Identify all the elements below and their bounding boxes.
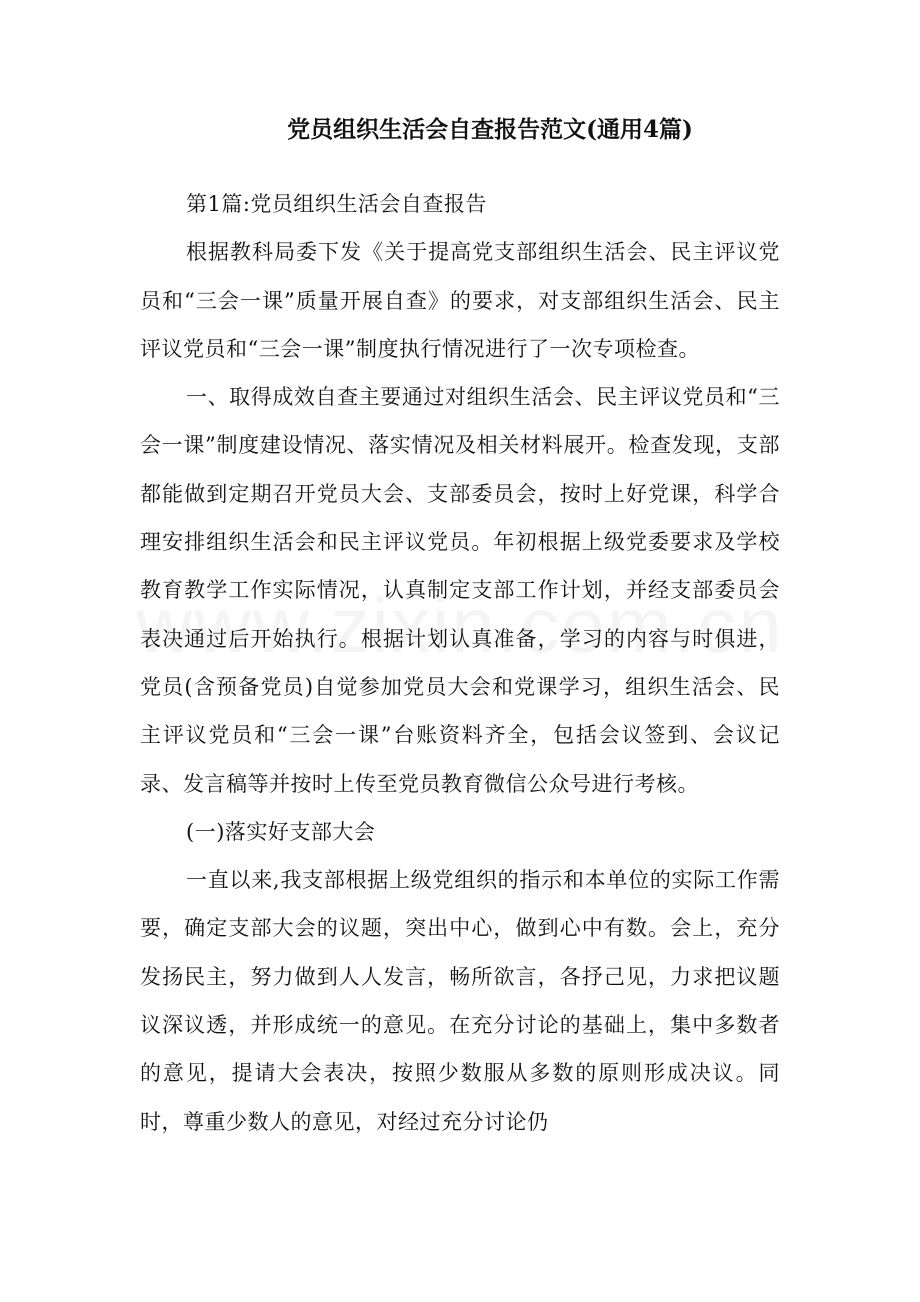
subsection-heading: (一)落实好支部大会 [186,819,376,844]
document-body [140,180,780,1146]
paragraph: 根据教科局委下发《关于提高党支部组织生活会、民主评议党员和“三会一课”质量开展自查》的要求，对支部组织生活会、民主评议党员和“三会一课”制度执行情况进行了一次专项检查。 [140,240,780,361]
section-heading: 第1篇:党员组织生活会自查报告 [186,192,487,216]
paragraph: 一直以来,我支部根据上级党组织的指示和本单位的实际工作需要，确定支部大会的议题，突出中心，做到心中有数。会上，充分发扬民主，努力做到人人发言，畅所欲言，各抒己见，力求把议题议深议透，并形成统一的意见。在充分讨论的基础上，集中多数者的意见，提请大会表决，按照少数服从多数的原则形成决议。同时，尊重少数人的意见，对经过充分讨论仍 [140,868,780,1134]
document-title: 党员组织生活会自查报告范文(通用4篇) [287,116,693,143]
paragraph: 一、取得成效自查主要通过对组织生活会、民主评议党员和“三会一课”制度建设情况、落实情况及相关材料展开。检查发现，支部都能做到定期召开党员大会、支部委员会，按时上好党课，科学合理安排组织生活会和民主评议党员。年初根据上级党委要求及学校教育教学工作实际情况，认真制定支部工作计划，并经支部委员会表决通过后开始执行。根据计划认真准备，学习的内容与时俱进，党员(含预备党员)自觉参加党员大会和党课学习，组织生活会、民主评议党员和“三会一课”台账资料齐全，包括会议签到、会议记录、发言稿等并按时上传至党员教育微信公众号进行考核。 [140,385,780,796]
